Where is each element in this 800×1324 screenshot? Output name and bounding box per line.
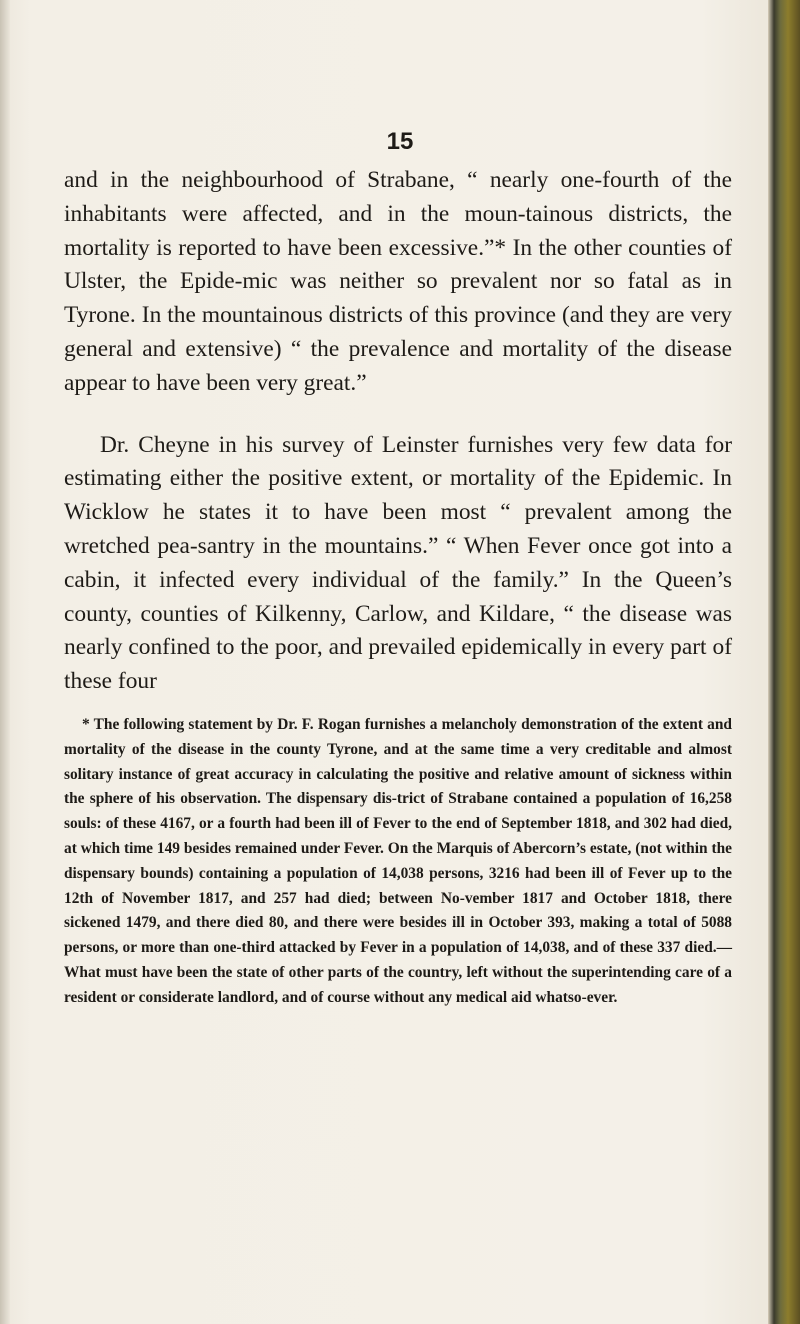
- page-gutter: [0, 0, 10, 1324]
- page-number: 15: [386, 128, 414, 155]
- paragraph-2: Dr. Cheyne in his survey of Leinster furnishes very few data for estimating either the positive extent, or mortality of the Epidemic. In Wicklow he states it to have been most “ prevalent among the wretched pea-santry in the mountains.” “ When Fever once got into a cabin, it infected every individual of the family.” In the Queen’s county, counties of Kilkenny, Carlow, and Kildare, “ the disease was nearly confined to the poor, and prevailed epidemically in every part of these four: [64, 431, 732, 695]
- paragraph-1: and in the neighbourhood of Strabane, “ nearly one-fourth of the inhabitants were affected, and in the moun-tainous districts, the mortality is reported to have been excessive.”* In the other counties of Ulster, the Epide-mic was neither so prevalent nor so fatal as in Tyrone. In the mountainous districts of this province (and they are very general and extensive) “ the prevalence and mortality of the disease appear to have been very great.”: [64, 167, 732, 396]
- page-edge: [768, 0, 800, 1324]
- main-text: [64, 164, 732, 699]
- footnote: * The following statement by Dr. F. Rogan furnishes a melancholy demonstration of the extent and mortality of the disease in the county Tyrone, and at the same time a very creditable and almost solitary instance of great accuracy in calculating the positive and relative amount of sickness within the sphere of his observation. The dispensary dis-trict of Strabane contained a population of 16,258 souls: of these 4167, or a fourth had been ill of Fever to the end of September 1818, and 302 had died, at which time 149 besides remained under Fever. On the Marquis of Abercorn’s estate, (not within the dispensary bounds) containing a population of 14,038 persons, 3216 had been ill of Fever up to the 12th of November 1817, and 257 had died; between No-vember 1817 and October 1818, there sickened 1479, and there died 80, and there were besides ill in October 393, making a total of 5088 persons, or more than one-third attacked by Fever in a population of 14,038, and of these 337 died.—What must have been the state of other parts of the country, left without the superintending care of a resident or considerate landlord, and of course without any medical aid whatso-ever.: [64, 716, 732, 1006]
